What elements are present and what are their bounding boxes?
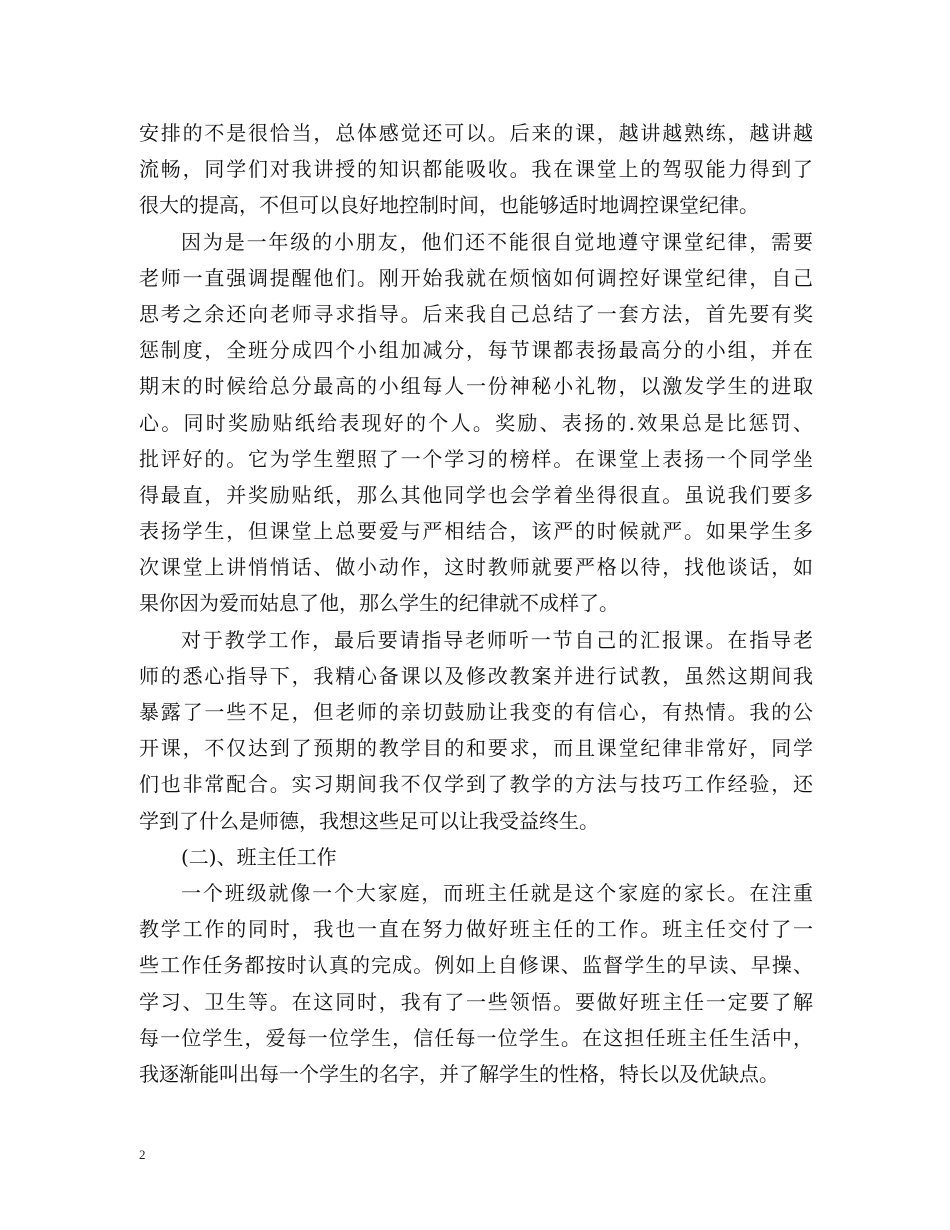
text-line: 学到了什么是师德，我想这些足可以让我受益终生。 <box>139 808 599 833</box>
text-line: 果你因为爱而姑息了他，那么学生的纪律就不成样了。 <box>139 591 619 616</box>
text-line: 对于教学工作，最后要请指导老师听一节自己的汇报课。在指导老 <box>181 627 813 652</box>
text-line: 安排的不是很恰当，总体感觉还可以。后来的课，越讲越熟练，越讲越 <box>139 121 813 145</box>
text-line: 期末的时候给总分最高的小组每人一份神秘小礼物，以激发学生的进取 <box>139 374 813 399</box>
text-line: 得最直，并奖励贴纸，那么其他同学也会学着坐得很直。虽说我们要多 <box>139 482 813 507</box>
text-line: 因为是一年级的小朋友，他们还不能很自觉地遵守课堂纪律，需要 <box>181 229 813 254</box>
text-line: 惩制度，全班分成四个小组加减分，每节课都表扬最高分的小组，并在 <box>139 338 813 363</box>
text-line: 开课，不仅达到了预期的教学目的和要求，而且课堂纪律非常好，同学 <box>139 736 813 761</box>
text-line: 每一位学生，爱每一位学生，信任每一位学生。在这担任班主任生活中， <box>139 1025 813 1050</box>
text-line: 我逐渐能叫出每一个学生的名字，并了解学生的性格，特长以及优缺点。 <box>139 1061 779 1086</box>
text-line: 思考之余还向老师寻求指导。后来我自己总结了一套方法，首先要有奖 <box>139 301 813 326</box>
text-line: 暴露了一些不足，但老师的亲切鼓励让我变的有信心，有热情。我的公 <box>139 700 813 724</box>
text-line: 很大的提高，不但可以良好地控制时间，也能够适时地调控课堂纪律。 <box>139 193 759 218</box>
text-line: 心。同时奖励贴纸给表现好的个人。奖励、表扬的.效果总是比惩罚、 <box>139 410 813 435</box>
text-line: 师的悉心指导下，我精心备课以及修改教案并进行试教，虽然这期间我 <box>139 663 813 688</box>
text-line: 批评好的。它为学生塑照了一个学习的榜样。在课堂上表扬一个同学坐 <box>139 446 813 471</box>
text-line: 流畅，同学们对我讲授的知识都能吸收。我在课堂上的驾驭能力得到了 <box>139 157 813 182</box>
document-body <box>139 115 813 1092</box>
text-line: 学习、卫生等。在这同时，我有了一些领悟。要做好班主任一定要了解 <box>139 989 813 1014</box>
page-number: 2 <box>139 1147 146 1162</box>
text-line: 老师一直强调提醒他们。刚开始我就在烦恼如何调控好课堂纪律，自己 <box>139 265 813 290</box>
text-line: 表扬学生，但课堂上总要爱与严相结合，该严的时候就严。如果学生多 <box>139 519 813 544</box>
section-heading: (二)、班主任工作 <box>181 844 337 869</box>
text-line: 们也非常配合。实习期间我不仅学到了教学的方法与技巧工作经验，还 <box>139 772 813 797</box>
text-line: 些工作任务都按时认真的完成。例如上自修课、监督学生的早读、早操、 <box>139 953 813 978</box>
text-line: 一个班级就像一个大家庭，而班主任就是这个家庭的家长。在注重 <box>181 880 813 905</box>
text-line: 教学工作的同时，我也一直在努力做好班主任的工作。班主任交付了一 <box>139 917 813 942</box>
text-line: 次课堂上讲悄悄话、做小动作，这时教师就要严格以待，找他谈话，如 <box>139 555 813 580</box>
